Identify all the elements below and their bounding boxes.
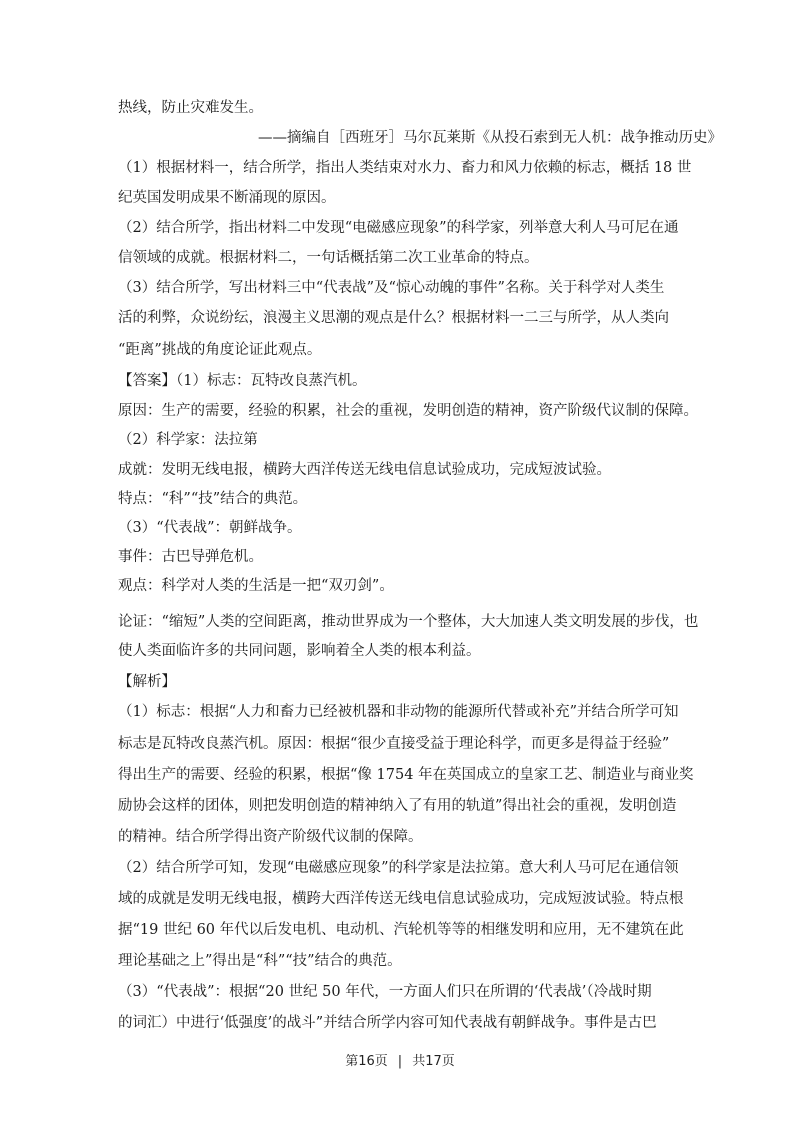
analysis-line: 标志是瓦特改良蒸汽机。原因：根据“很少直接受益于理论科学，而更多是得益于经验” — [118, 736, 670, 752]
question-3-line: （3）结合所学，写出材料三中“代表战”及“惊心动魄的事件”名称。关于科学对人类生 — [118, 280, 665, 296]
analysis-line: 得出生产的需要、经验的积累，根据“像 1754 年在英国成立的皇家工艺、制造业与商业奖 — [118, 767, 694, 783]
page-footer — [0, 1050, 800, 1069]
answer-line: （3）“代表战”：朝鲜战争。 — [118, 520, 302, 536]
question-1-line: 纪英国发明成果不断涌现的原因。 — [118, 190, 336, 206]
analysis-line: （1）标志：根据“人力和畜力已经被机器和非动物的能源所代替或补充”并结合所学可知 — [118, 704, 679, 720]
question-2-line: 信领域的成就。根据材料二，一句话概括第二次工业革命的特点。 — [118, 250, 539, 266]
analysis-line: 励协会这样的团体，则把发明创造的精神纳入了有用的轨道”得出社会的重视，发明创造 — [118, 798, 677, 814]
question-3-line: “距离”挑战的角度论证此观点。 — [118, 342, 322, 358]
analysis-line: 的精神。结合所学得出资产阶级代议制的保障。 — [118, 829, 423, 845]
analysis-line: 据“19 世纪 60 年代以后发电机、电动机、汽轮机等等的相继发明和应用，无不建筑在此 — [118, 922, 684, 938]
answer-line: 成就：发明无线电报，横跨大西洋传送无线电信息试验成功，完成短波试验。 — [118, 462, 611, 478]
answer-line: 观点：科学对人类的生活是一把“双刃剑”。 — [118, 578, 394, 594]
analysis-line: 理论基础之上”得出是“科”“技”结合的典范。 — [118, 953, 402, 969]
analysis-line: 的词汇）中进行‘低强度’的战斗”并结合所学内容可知代表战有朝鲜战争。事件是古巴 — [118, 1015, 657, 1031]
answer-heading: 【答案】（1）标志：瓦特改良蒸汽机。 — [118, 373, 367, 389]
analysis-line: （2）结合所学可知，发现“电磁感应现象”的科学家是法拉第。意大利人马可尼在通信领 — [118, 860, 679, 876]
footer-separator: | — [397, 1054, 403, 1069]
answer-line: 论证：“缩短”人类的空间距离，推动世界成为一个整体，大大加速人类文明发展的步伐，也 — [118, 614, 699, 630]
question-1-line: （1）根据材料一，结合所学，指出人类结束对水力、畜力和风力依赖的标志，概括 18 世 — [118, 160, 692, 176]
analysis-heading: 【解析】 — [118, 674, 176, 690]
answer-line: 使人类面临许多的共同问题，影响着全人类的根本利益。 — [118, 643, 481, 659]
analysis-line: 域的成就是发明无线电报，横跨大西洋传送无线电信息试验成功，完成短波试验。特点根 — [118, 891, 684, 907]
answer-line: 事件：古巴导弹危机。 — [118, 549, 263, 565]
answer-line: 特点：“科”“技”结合的典范。 — [118, 491, 308, 507]
answer-line: （2）科学家：法拉第 — [118, 432, 258, 448]
question-3-line: 活的利弊，众说纷纭，浪漫主义思潮的观点是什么？根据材料一二三与所学，从人类向 — [118, 310, 669, 326]
page-number: 第16页 — [345, 1054, 388, 1069]
page-total: 共17页 — [412, 1054, 455, 1069]
text-line: 热线，防止灾难发生。 — [118, 100, 263, 116]
answer-line: 原因：生产的需要，经验的积累，社会的重视，发明创造的精神，资产阶级代议制的保障。 — [118, 403, 698, 419]
source-attribution: ——摘编自［西班牙］马尔瓦莱斯《从投石索到无人机：战争推动历史》 — [258, 130, 722, 146]
question-2-line: （2）结合所学，指出材料二中发现“电磁感应现象”的科学家，列举意大利人马可尼在通 — [118, 220, 679, 236]
analysis-line: （3）“代表战”：根据“20 世纪 50 年代，一方面人们只在所谓的‘代表战’（冷战时期 — [118, 984, 652, 1000]
